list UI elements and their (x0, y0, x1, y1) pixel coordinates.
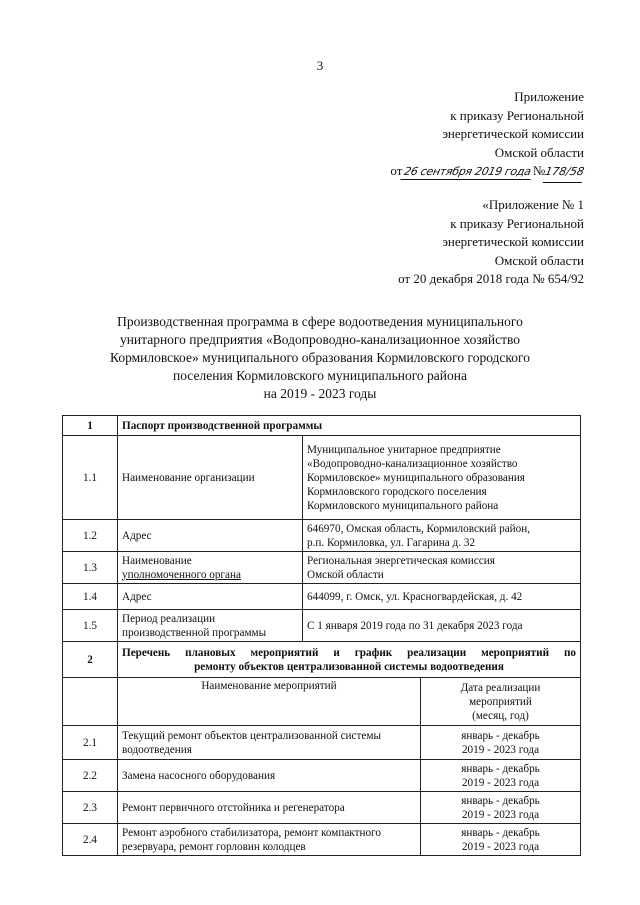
row-number: 1.4 (63, 584, 118, 610)
number-sign: № (532, 163, 546, 178)
activity-name: Замена насосного оборудования (118, 760, 421, 792)
label-line: Период реализации (122, 612, 216, 625)
column-header-line: (месяц, год) (472, 709, 529, 722)
title-line: унитарного предприятия «Водопроводно-канализационное хозяйство (119, 332, 521, 347)
date-line: январь - декабрь (461, 794, 540, 807)
value-line: Омской области (307, 568, 384, 581)
row-number: 1.5 (63, 610, 118, 642)
table-row (63, 436, 581, 520)
activity-date (421, 792, 581, 824)
row-label: Наименование организации (118, 436, 303, 520)
section2-number: 2 (63, 642, 118, 678)
appendix-line: Омской области (494, 144, 584, 160)
section1-title: Паспорт производственной программы (118, 416, 581, 436)
original-appendix-line: к приказу Региональной (450, 215, 584, 231)
appendix-line: к приказу Региональной (450, 107, 584, 123)
appendix-header (390, 88, 584, 183)
column-header-name: Наименование мероприятий (118, 678, 421, 726)
value-line: 646970, Омская область, Кормиловский район, (307, 522, 531, 535)
activity-name (118, 726, 421, 760)
row-label: Адрес (118, 520, 303, 552)
section2-title-line: Перечень плановых мероприятий и график реализации мероприятий по (122, 646, 576, 659)
table-row (63, 520, 581, 552)
row-value (303, 552, 581, 584)
row-label (118, 552, 303, 584)
row-label: Адрес (118, 584, 303, 610)
title-line: Производственная программа в сфере водоотведения муниципального (117, 314, 523, 329)
value-line: Кормиловского городского поселения (307, 485, 487, 498)
table-row (63, 792, 581, 824)
row-label (118, 610, 303, 642)
row-number: 1.2 (63, 520, 118, 552)
value-line: «Водопроводно-канализационное хозяйство (307, 457, 518, 470)
program-table (62, 415, 581, 856)
empty-cell (63, 678, 118, 726)
table-row (63, 584, 581, 610)
value-line: Кормиловского муниципального района (307, 499, 499, 512)
row-number: 1.3 (63, 552, 118, 584)
page-number: 3 (316, 58, 324, 73)
title-line: Кормиловское» муниципального образования Кормиловского городского (110, 350, 530, 365)
section2-columns-row (63, 678, 581, 726)
activity-date (421, 726, 581, 760)
row-number: 2.3 (63, 792, 118, 824)
section2-title (118, 642, 581, 678)
original-appendix-line: «Приложение № 1 (482, 197, 584, 212)
date-line: январь - декабрь (461, 826, 540, 839)
section1-number: 1 (63, 416, 118, 436)
document-title (60, 313, 580, 403)
row-value (303, 436, 581, 520)
name-line: резервуара, ремонт горловин колодцев (122, 840, 306, 853)
column-header-line: Дата реализации (460, 681, 541, 694)
activity-name: Ремонт первичного отстойника и регенератора (118, 792, 421, 824)
original-appendix-line: энергетической комиссии (442, 234, 584, 249)
row-value: 644099, г. Омск, ул. Красногвардейская, д. 42 (303, 584, 581, 610)
table-row (63, 760, 581, 792)
section2-title-line: ремонту объектов централизованной системы водоотведения (194, 660, 504, 673)
date-prefix: от (390, 163, 403, 178)
title-line: поселения Кормиловского муниципального района (173, 368, 467, 383)
handwritten-date: 26 сентября 2019 года (401, 165, 535, 180)
date-line: 2019 - 2023 года (461, 808, 540, 821)
row-value (303, 520, 581, 552)
row-number: 1.1 (63, 436, 118, 520)
label-line: уполномоченного органа (122, 568, 241, 581)
original-appendix-line: от 20 декабря 2018 года № 654/92 (398, 271, 584, 286)
value-line: р.п. Кормиловка, ул. Гагарина д. 32 (307, 536, 476, 549)
date-line: январь - декабрь (461, 729, 540, 742)
column-header-line: мероприятий (469, 695, 532, 708)
label-line: Наименование (122, 554, 192, 567)
value-line: Кормиловское» муниципального образования (307, 471, 525, 484)
label-line: производственной программы (122, 626, 267, 639)
table-row (63, 726, 581, 760)
table-row (63, 610, 581, 642)
name-line: Ремонт аэробного стабилизатора, ремонт компактного (122, 826, 381, 839)
table-row (63, 552, 581, 584)
appendix-line: Приложение (514, 89, 584, 104)
activity-date (421, 824, 581, 856)
table-row (63, 824, 581, 856)
date-line: 2019 - 2023 года (461, 743, 540, 756)
original-appendix (398, 196, 584, 289)
activity-name (118, 824, 421, 856)
row-number: 2.1 (63, 726, 118, 760)
value-line: Муниципальное унитарное предприятие (307, 443, 501, 456)
name-line: Текущий ремонт объектов централизованной системы (122, 729, 381, 742)
section2-header-row (63, 642, 581, 678)
date-line: январь - декабрь (461, 762, 540, 775)
appendix-date-line (390, 162, 584, 183)
row-value: С 1 января 2019 года по 31 декабря 2023 года (303, 610, 581, 642)
date-line: 2019 - 2023 года (461, 840, 540, 853)
column-header-date (421, 678, 581, 726)
title-line: на 2019 - 2023 годы (263, 386, 377, 401)
row-number: 2.2 (63, 760, 118, 792)
value-line: Региональная энергетическая комиссия (307, 554, 495, 567)
row-number: 2.4 (63, 824, 118, 856)
original-appendix-line: Омской области (494, 252, 584, 268)
date-line: 2019 - 2023 года (461, 776, 540, 789)
section1-header-row (63, 416, 581, 436)
appendix-line: энергетической комиссии (442, 126, 584, 141)
handwritten-number: 178/58 (543, 163, 586, 183)
activity-date (421, 760, 581, 792)
name-line: водоотведения (122, 743, 192, 756)
